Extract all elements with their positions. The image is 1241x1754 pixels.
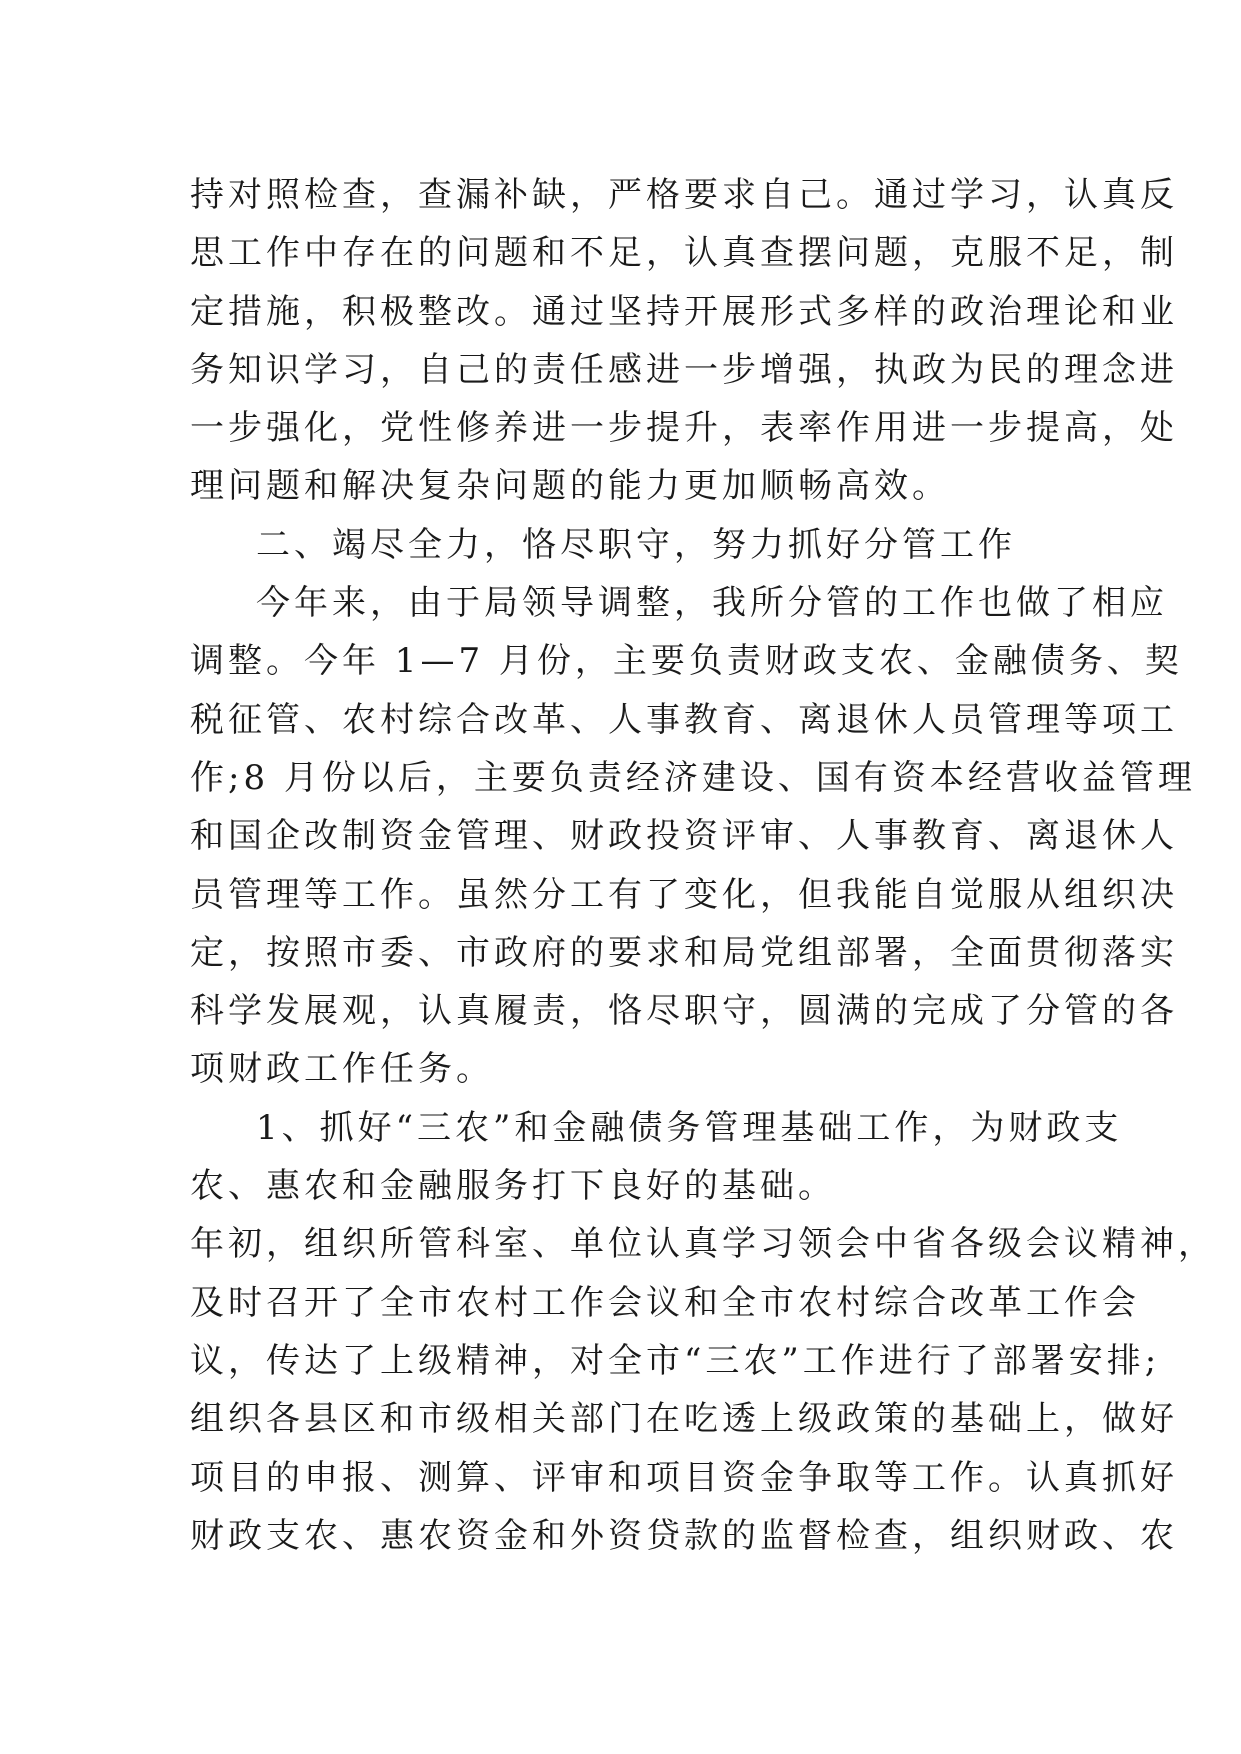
subsection-heading: 1、抓好“三农”和金融债务管理基础工作，为财政支	[256, 1107, 1123, 1148]
text-line: 定，按照市委、市政府的要求和局党组部署，全面贯彻落实	[190, 932, 1178, 973]
text-line: 定措施，积极整改。通过坚持开展形式多样的政治理论和业	[190, 291, 1178, 332]
text-line: 理问题和解决复杂问题的能力更加顺畅高效。	[190, 466, 950, 507]
text-line: 思工作中存在的问题和不足，认真查摆问题，克服不足，制	[190, 233, 1178, 274]
text-line: 组织各县区和市级相关部门在吃透上级政策的基础上，做好	[190, 1399, 1178, 1440]
text-line: 科学发展观，认真履责，恪尽职守，圆满的完成了分管的各	[190, 991, 1178, 1032]
text-line: 务知识学习，自己的责任感进一步增强，执政为民的理念进	[190, 349, 1178, 390]
text-line: 财政支农、惠农资金和外资贷款的监督检查，组织财政、农	[190, 1515, 1178, 1556]
text-line: 员管理等工作。虽然分工有了变化，但我能自觉服从组织决	[190, 874, 1178, 915]
text-line: 议，传达了上级精神，对全市“三农”工作进行了部署安排;	[190, 1340, 1161, 1381]
text-line: 持对照检查，查漏补缺，严格要求自己。通过学习，认真反	[190, 175, 1178, 215]
text-line: 年初，组织所管科室、单位认真学习领会中省各级会议精神，	[190, 1224, 1216, 1265]
text-line: 调整。今年 1—7 月份，主要负责财政支农、金融债务、契	[190, 641, 1183, 682]
text-line: 税征管、农村综合改革、人事教育、离退休人员管理等项工	[190, 699, 1178, 740]
text-line: 和国企改制资金管理、财政投资评审、人事教育、离退休人	[190, 816, 1178, 857]
text-line: 项目的申报、测算、评审和项目资金争取等工作。认真抓好	[190, 1457, 1178, 1498]
text-line: 及时召开了全市农村工作会议和全市农村综合改革工作会	[190, 1282, 1140, 1323]
document-body	[190, 166, 1216, 1565]
section-heading: 二、竭尽全力，恪尽职守，努力抓好分管工作	[256, 524, 1016, 565]
text-line: 项财政工作任务。	[190, 1049, 494, 1090]
text-line: 今年来，由于局领导调整，我所分管的工作也做了相应	[256, 583, 1168, 624]
text-line: 作;8 月份以后，主要负责经济建设、国有资本经营收益管理	[190, 757, 1196, 798]
text-line: 农、惠农和金融服务打下良好的基础。	[190, 1166, 836, 1207]
text-line: 一步强化，党性修养进一步提升，表率作用进一步提高，处	[190, 408, 1178, 449]
